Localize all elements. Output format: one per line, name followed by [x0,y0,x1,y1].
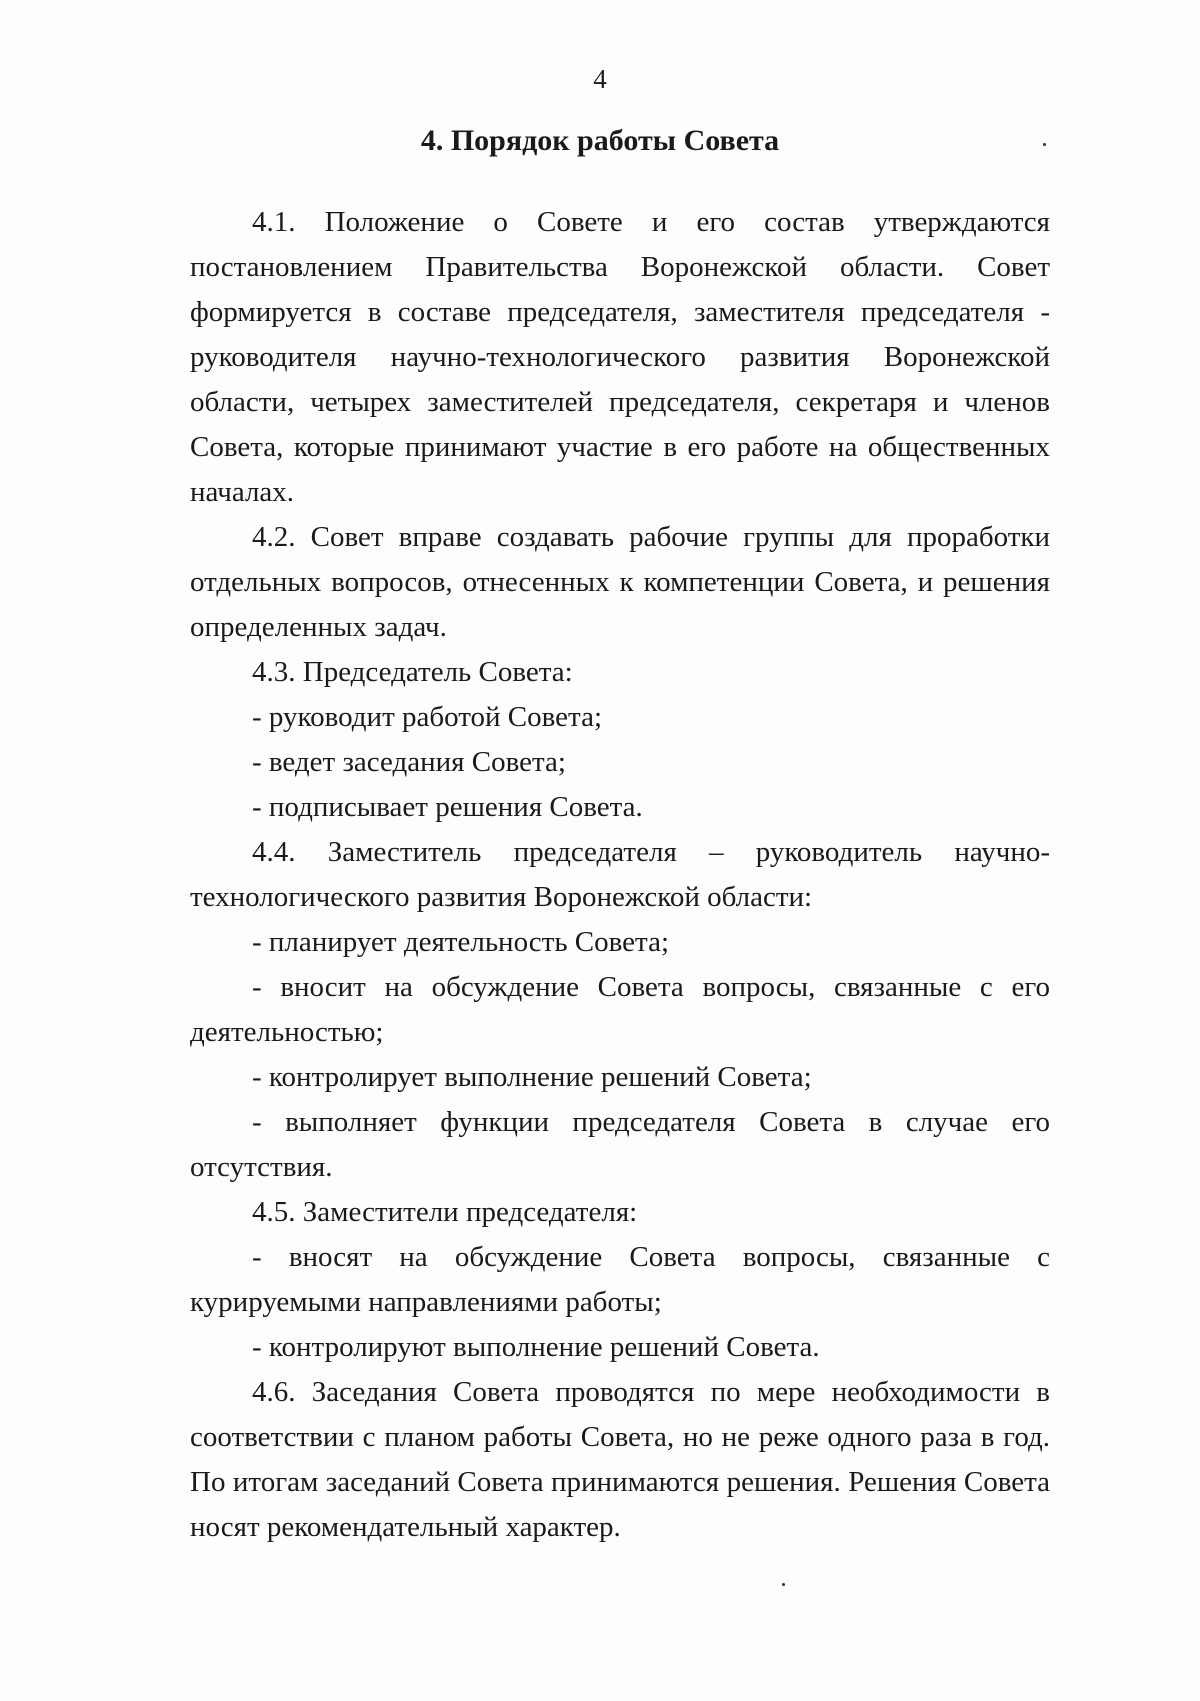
list-item: - контролируют выполнение решений Совета. [252,1331,820,1363]
section-title: 4. Порядок работы Совета [420,124,780,157]
list-item: - подписывает решения Совета. [252,791,643,823]
list-item: - контролирует выполнение решений Совета; [252,1061,812,1093]
list-item: - планирует деятельность Совета; [252,926,670,958]
paragraph-4-1: 4.1. Положение о Совете и его состав утверждаются постановлением Правительства Воронежской области. Совет формируется в составе председателя, заместителя председателя - руководителя научно-технологического развития Воронежской области, четырех заместителей председателя, секретаря и членов Совета, которые принимают участие в его работе на общественных началах. [190,206,1050,508]
list-item: - вносит на обсуждение Совета вопросы, связанные с его деятельностью; [190,971,1050,1048]
paragraph-4-2: 4.2. Совет вправе создавать рабочие группы для проработки отдельных вопросов, отнесенных к компетенции Совета, и решения определенных задач. [190,521,1050,643]
paragraph-4-6: 4.6. Заседания Совета проводятся по мере необходимости в соответствии с планом работы Совета, но не реже одного раза в год. По итогам заседаний Совета принимаются решения. Решения Совета носят рекомендательный характер. [190,1376,1050,1543]
scan-speck [782,1583,785,1586]
paragraph-4-4: 4.4. Заместитель председателя – руководитель научно-технологического развития Воронежской области: [190,836,1050,913]
list-item: - ведет заседания Совета; [252,746,566,778]
document-body [190,200,1050,1550]
list-item: - выполняет функции председателя Совета в случае его отсутствия. [190,1106,1050,1183]
paragraph-4-3: 4.3. Председатель Совета: [252,656,573,688]
scan-speck [1043,143,1046,146]
paragraph-4-5: 4.5. Заместители председателя: [252,1196,638,1228]
list-item: - руководит работой Совета; [252,701,602,733]
page-number: 4 [593,64,607,94]
list-item: - вносят на обсуждение Совета вопросы, связанные с курируемыми направлениями работы; [190,1241,1050,1318]
